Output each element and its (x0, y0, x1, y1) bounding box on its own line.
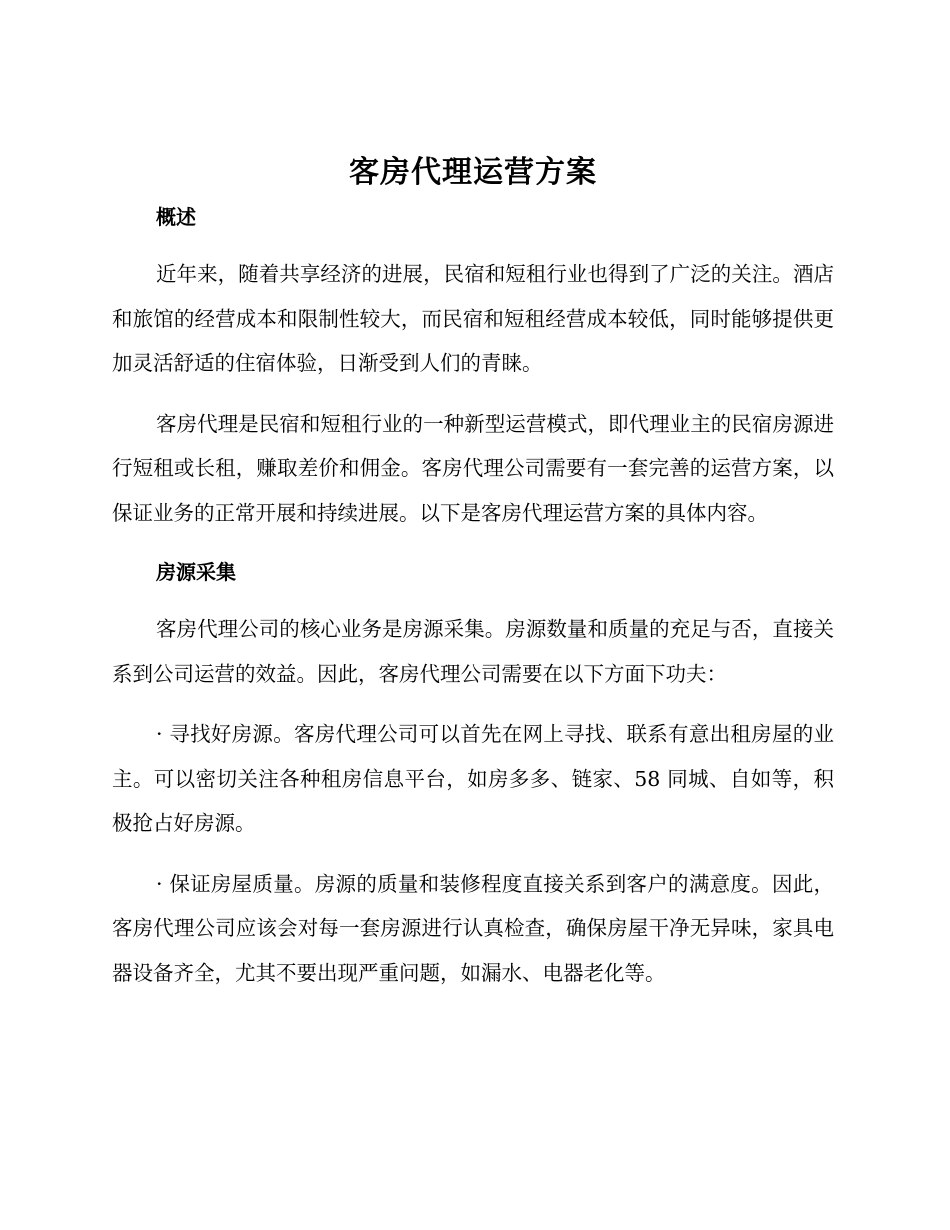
bullet-paragraph: · 保证房屋质量。房源的质量和装修程度直接关系到客户的满意度。因此，客房代理公司应该会对每一套房源进行认真检查，确保房屋干净无异味，家具电器设备齐全，尤其不要出现严重问题，如漏水、电器老化等。 (112, 871, 834, 985)
paragraph: 客房代理公司的核心业务是房源采集。房源数量和质量的充足与否，直接关系到公司运营的效益。因此，客房代理公司需要在以下方面下功夫： (112, 617, 834, 686)
document-title: 客房代理运营方案 (349, 155, 597, 190)
paragraph: 近年来，随着共享经济的进展，民宿和短租行业也得到了广泛的关注。酒店和旅馆的经营成本和限制性较大，而民宿和短租经营成本较低，同时能够提供更加灵活舒适的住宿体验，日渐受到人们的青睐。 (112, 262, 834, 375)
bullet-paragraph: · 寻找好房源。客房代理公司可以首先在网上寻找、联系有意出租房屋的业主。可以密切关注各种租房信息平台，如房多多、链家、58 同城、自如等，积极抢占好房源。 (112, 722, 834, 835)
paragraph: 客房代理是民宿和短租行业的一种新型运营模式，即代理业主的民宿房源进行短租或长租，赚取差价和佣金。客房代理公司需要有一套完善的运营方案，以保证业务的正常开展和持续进展。以下是客房代理运营方案的具体内容。 (112, 411, 834, 525)
section-heading-listing-collection: 房源采集 (156, 560, 236, 584)
section-heading-overview: 概述 (156, 205, 196, 229)
document-body (112, 150, 834, 995)
section-listing-collection (112, 559, 834, 995)
section-overview (112, 204, 834, 535)
